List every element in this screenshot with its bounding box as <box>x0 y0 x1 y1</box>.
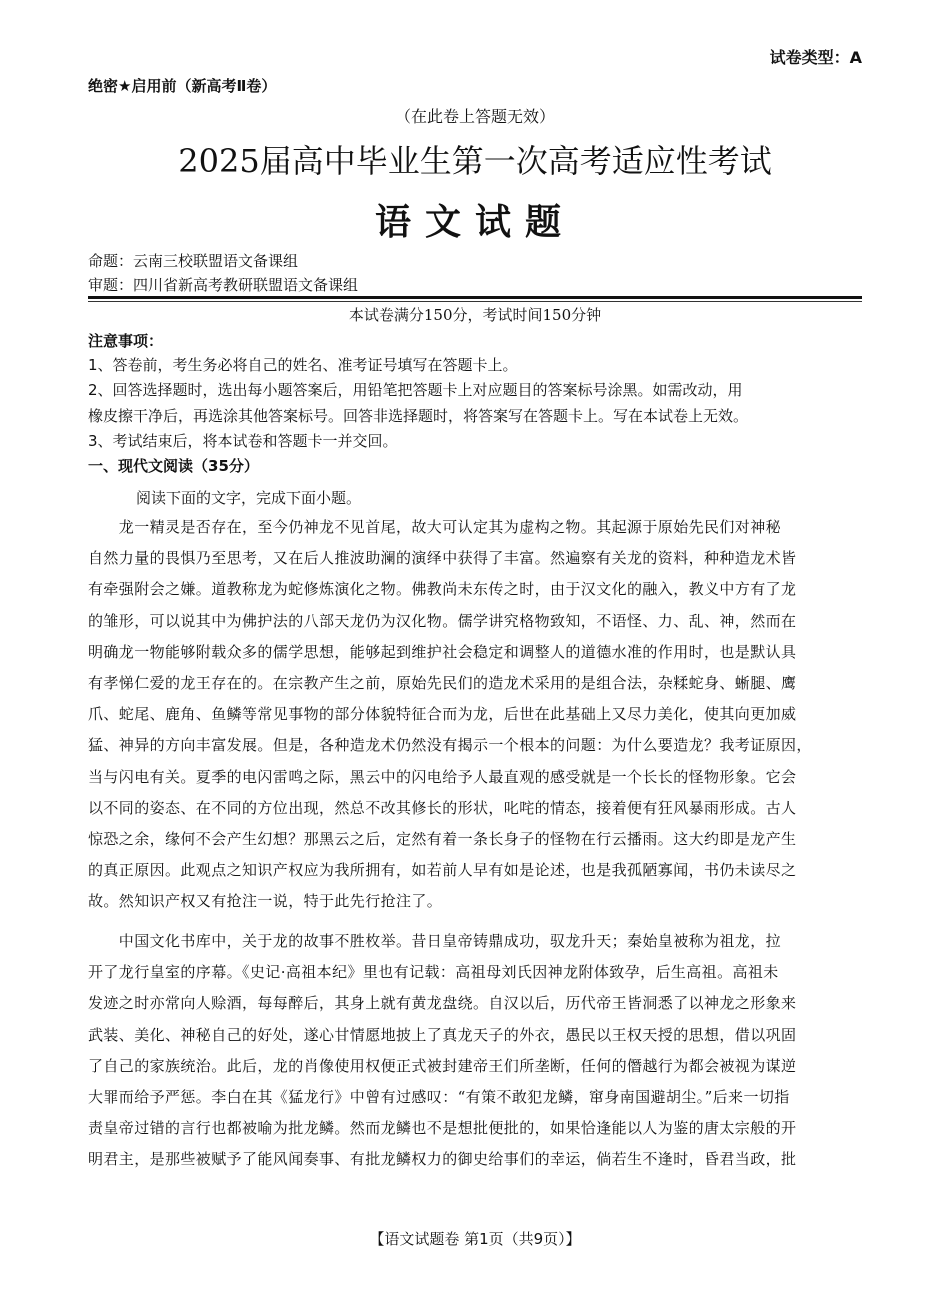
passage-line: 爪、蛇尾、鹿角、鱼鳞等常见事物的部分体貌特征合而为龙，后世在此基础上又尽力美化，使其向更加威 <box>88 705 797 724</box>
passage-line: 龙一精灵是否存在，至今仍神龙不见首尾，故大可认定其为虚构之物。其起源于原始先民们对神秘 <box>88 518 782 536</box>
passage-line: 明君主，是那些被赋予了能风闻奏事、有批龙鳞权力的御史给事们的幸运，倘若生不逢时，昏君当政，批 <box>88 1150 797 1169</box>
passage-line: 自然力量的畏惧乃至思考，又在后人推波助澜的演绎中获得了丰富。然遍察有关龙的资料，种种造龙术皆 <box>88 549 797 568</box>
passage-line: 有牵强附会之嫌。道教称龙为蛇修炼演化之物。佛教尚未东传之时，由于汉文化的融入，教义中方有了龙 <box>88 580 797 599</box>
subject-title: 语文试题 <box>374 202 575 243</box>
invalid-answer-note: （在此卷上答题无效） <box>394 107 555 126</box>
passage-line: 当与闪电有关。夏季的电闪雷鸣之际，黑云中的闪电给予人最直观的感受就是一个长长的怪物形象。它会 <box>88 767 797 786</box>
page-footer: 【语文试题卷 第1页（共9页）】 <box>369 1230 581 1248</box>
setter-credit: 命题：云南三校联盟语文备课组 <box>88 252 299 270</box>
passage-line: 大罪而给予严惩。李白在其《猛龙行》中曾有过感叹：“有策不敢犯龙鳞，窜身南国避胡尘。”后来一切指 <box>88 1087 790 1106</box>
confidential-label: 绝密★启用前（新高考Ⅱ卷） <box>88 77 277 95</box>
passage-line: 的雏形，可以说其中为佛护法的八部天龙仍为汉化物。儒学讲究格物致知，不语怪、力、乱、神，然而在 <box>88 611 797 630</box>
passage-line: 明确龙一物能够附载众多的儒学思想，能够起到维护社会稳定和调整人的道德水准的作用时，也是默认具 <box>88 642 797 661</box>
passage-line: 惊恐之余，缘何不会产生幻想？那黑云之后，定然有着一条长身子的怪物在行云播雨。这大约即是龙产生 <box>88 829 797 848</box>
exam-title: 2025届高中毕业生第一次高考适应性考试 <box>178 142 772 180</box>
passage-line: 了自己的家族统治。此后，龙的肖像使用权便正式被封建帝王们所垄断，任何的僭越行为都会被视为谋逆 <box>88 1056 797 1075</box>
note-item: 1、答卷前，考生务必将自己的姓名、准考证号填写在答题卡上。 <box>88 356 518 374</box>
passage-paragraph-1 <box>88 512 863 917</box>
passage-line: 猛、神异的方向丰富发展。但是，各种造龙术仍然没有揭示一个根本的问题：为什么要造龙？我考证原因， <box>88 736 812 755</box>
note-item-continued: 橡皮擦干净后，再选涂其他答案标号。回答非选择题时，将答案写在答题卡上。写在本试卷上无效。 <box>88 407 749 425</box>
reviewer-credit: 审题：四川省新高考教研联盟语文备课组 <box>88 276 359 294</box>
passage-line: 发迹之时亦常向人赊酒，每每醉后，其身上就有黄龙盘绕。自汉以后，历代帝王皆洞悉了以神龙之形象来 <box>88 994 797 1013</box>
passage-line: 的真正原因。此观点之知识产权应为我所拥有，如若前人早有如是论述，也是我孤陋寡闻，书仍未读尽之 <box>88 861 797 880</box>
header-divider-thin <box>88 301 862 302</box>
passage-line: 以不同的姿态、在不同的方位出现，然总不改其修长的形状，叱咤的情态，接着便有狂风暴雨形成。古人 <box>88 798 797 817</box>
passage-paragraph-2 <box>88 926 863 1176</box>
passage-line: 开了龙行皇室的序幕。《史记·高祖本纪》里也有记载：高祖母刘氏因神龙附体致孕，后生高祖。高祖未 <box>88 963 779 982</box>
passage-line: 责皇帝过错的言行也都被喻为批龙鳞。然而龙鳞也不是想批便批的，如果恰逢能以人为鉴的唐太宗般的开 <box>88 1119 797 1138</box>
passage-line: 武装、美化、神秘自己的好处，遂心甘情愿地披上了真龙天子的外衣，愚民以王权天授的思想，借以巩固 <box>88 1025 797 1044</box>
full-score-note: 本试卷满分150分，考试时间150分钟 <box>348 306 602 324</box>
note-item: 2、回答选择题时，选出每小题答案后，用铅笔把答题卡上对应题目的答案标号涂黑。如需改动，用 <box>88 381 743 399</box>
reading-instruction: 阅读下面的文字，完成下面小题。 <box>136 489 362 507</box>
passage-line: 故。然知识产权又有抢注一说，特于此先行抢注了。 <box>88 892 443 911</box>
paper-type-label: 试卷类型：A <box>769 48 862 67</box>
notes-heading: 注意事项： <box>88 332 164 350</box>
section-heading: 一、现代文阅读（35分） <box>88 457 259 475</box>
passage-line: 中国文化书库中，关于龙的故事不胜枚举。昔日皇帝铸鼎成功，驭龙升天；秦始皇被称为祖龙，拉 <box>88 932 782 950</box>
header-divider-thick <box>88 296 862 299</box>
note-item: 3、考试结束后，将本试卷和答题卡一并交回。 <box>88 432 398 450</box>
passage-line: 有孝悌仁爱的龙王存在的。在宗教产生之前，原始先民们的造龙术采用的是组合法，杂糅蛇身、蜥腿、鹰 <box>88 673 797 692</box>
